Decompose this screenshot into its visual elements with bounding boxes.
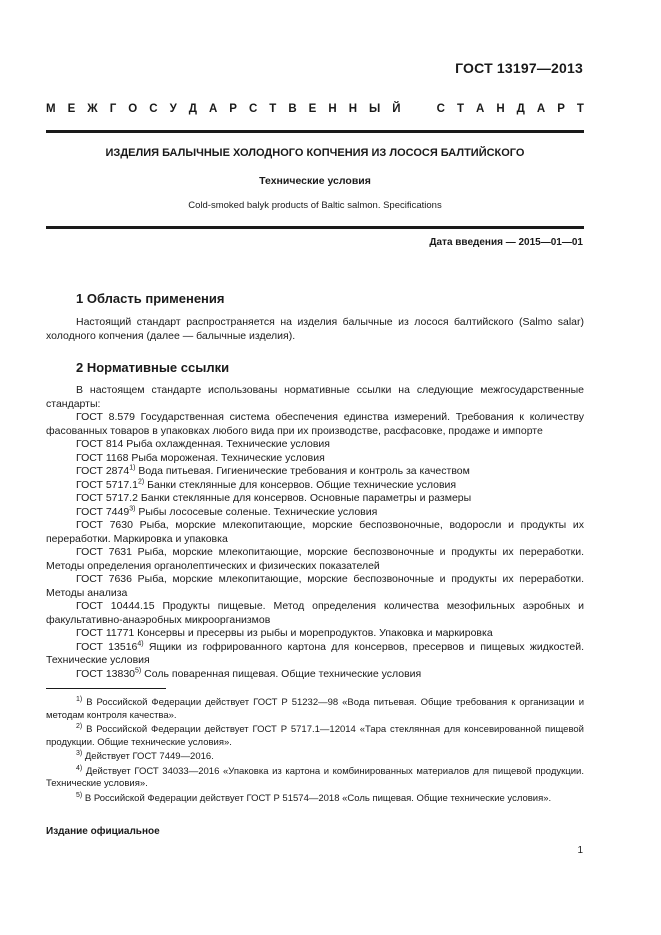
banner-letter: Ы (369, 103, 381, 115)
reference-code: ГОСТ 10444.15 (76, 600, 155, 612)
introduction-date: Дата введения — 2015—01—01 (429, 237, 583, 248)
banner-letter: А (536, 103, 546, 115)
reference-item (46, 479, 584, 493)
document-title: ИЗДЕЛИЯ БАЛЫЧНЫЕ ХОЛОДНОГО КОПЧЕНИЯ ИЗ ЛОСОСЯ БАЛТИЙСКОГО (105, 147, 525, 159)
footnotes (46, 697, 584, 807)
reference-item (46, 668, 584, 682)
reference-item (46, 573, 584, 600)
banner-letter: Е (308, 103, 317, 115)
banner-letter: С (248, 103, 258, 115)
banner-letter: В (288, 103, 297, 115)
banner-letter: Т (576, 103, 584, 115)
reference-title: Ящики из гофрированного картона для консервов, пресервов и пищевых жидкостей. Технические условия (46, 640, 584, 666)
footnote-divider (46, 688, 166, 689)
banner-letter: О (128, 103, 138, 115)
banner-letter: Й (392, 103, 401, 115)
footnote-text: В Российской Федерации действует ГОСТ Р 51574—2018 «Соль пищевая. Общие технические условия». (82, 792, 552, 804)
reference-code: ГОСТ 7449 (76, 505, 130, 518)
reference-code: ГОСТ 5717.2 (76, 492, 138, 504)
banner-letter: Ж (87, 103, 98, 115)
reference-item (46, 627, 584, 641)
reference-item (46, 600, 584, 627)
footnote-item (46, 766, 584, 791)
footnote-item (46, 793, 584, 806)
footnote-mark: 4) (76, 764, 83, 772)
reference-code: ГОСТ 5717.1 (76, 478, 138, 491)
reference-title: Банки стеклянные для консервов. Основные параметры и размеры (137, 492, 472, 504)
interstate-standard-banner (46, 103, 584, 115)
reference-item (46, 465, 584, 479)
banner-letter: Р (229, 103, 237, 115)
banner-letter: С (149, 103, 158, 115)
footnote-mark: 3) (76, 749, 83, 757)
reference-title: Консервы и пресервы из рыбы и морепродуктов. Упаковка и маркировка (134, 627, 493, 639)
reference-item (46, 546, 584, 573)
footnote-text: В Российской Федерации действует ГОСТ Р 5717.1—12014 «Тара стеклянная для консевированной пищевой продукции. Общие технические условия». (46, 724, 584, 748)
reference-code: ГОСТ 1168 (76, 451, 129, 464)
edition-label: Издание официальное (46, 826, 160, 837)
section-2-heading: 2 Нормативные ссылки (76, 360, 230, 375)
section-1-text (46, 316, 584, 343)
footnote-item (46, 724, 584, 749)
banner-letter: Д (188, 103, 197, 115)
banner-letter: М (46, 103, 56, 115)
reference-title: Рыба, морские млекопитающие, морские беспозвоночные, водоросли и продукты их переработки. Маркировка и упаковка (46, 519, 585, 545)
banner-letter: А (475, 103, 485, 115)
banner-letter: Р (557, 103, 565, 115)
document-subtitle: Технические условия (259, 175, 371, 187)
references-intro: В настоящем стандарте использованы нормативные ссылки на следующие межгосударственные стандарты: (46, 384, 584, 410)
banner-letter: С (436, 103, 445, 115)
footnote-text: Действует ГОСТ 34033—2016 «Упаковка из картона и комбинированных материалов для пищевой продукции. Технические условия». (46, 765, 584, 789)
reference-item (46, 492, 584, 506)
reference-title: Государственная система обеспечения единства измерений. Требования к количеству фасованных товаров в упаковках любого вида при их производстве, расфасовке, продаже и импорте (46, 411, 584, 437)
banner-letter: Д (516, 103, 525, 115)
reference-title: Продукты пищевые. Метод определения количества мезофильных аэробных и факультативно-анаэробных микроорганизмов (46, 600, 584, 626)
normative-references (46, 384, 584, 681)
footnote-mark: 2) (76, 722, 83, 730)
reference-title: Соль поваренная пищевая. Общие технические условия (141, 667, 422, 680)
reference-code: ГОСТ 13830 (76, 667, 136, 680)
reference-item (46, 452, 584, 466)
reference-title: Вода питьевая. Гигиенические требования и контроль за качеством (135, 465, 470, 477)
reference-code: ГОСТ 11771 (76, 627, 135, 639)
banner-letter: Е (67, 103, 76, 115)
reference-code: ГОСТ 8.579 (76, 411, 135, 423)
reference-title: Банки стеклянные для консервов. Общие технические условия (144, 478, 457, 491)
reference-title: Рыбы лососевые соленые. Технические условия (135, 505, 378, 518)
banner-letter: Т (456, 103, 464, 115)
reference-code: ГОСТ 13516 (76, 640, 138, 653)
section-1-heading: 1 Область применения (76, 291, 225, 306)
footnote-item (46, 751, 584, 764)
reference-code: ГОСТ 2874 (76, 465, 130, 477)
footnote-marker: 5) (135, 667, 142, 674)
reference-item (46, 519, 584, 546)
reference-item (46, 438, 584, 452)
reference-code: ГОСТ 7636 (76, 573, 132, 585)
footnote-marker: 1) (129, 464, 136, 472)
banner-letter: Н (348, 103, 357, 115)
title-divider (46, 226, 584, 229)
banner-letter: Г (109, 103, 117, 115)
footnote-mark: 5) (76, 791, 83, 799)
reference-item (46, 641, 584, 668)
reference-title: Рыба мороженая. Технические условия (128, 451, 325, 464)
footnote-marker: 3) (129, 505, 136, 512)
banner-letter: А (208, 103, 218, 115)
scope-paragraph: Настоящий стандарт распространяется на изделия балычные из лосося балтийского (Salmo salar) холодного копчения (далее — балычные изделия). (46, 316, 584, 342)
footnote-item (46, 697, 584, 722)
banner-letter: Н (496, 103, 505, 115)
reference-code: ГОСТ 7631 (76, 546, 132, 558)
banner-letter: У (169, 103, 177, 115)
reference-code: ГОСТ 814 (76, 438, 124, 450)
banner-letter: Н (328, 103, 337, 115)
reference-title: Рыба, морские млекопитающие, морские беспозвоночные и продукты их переработки. Методы анализа (46, 573, 584, 599)
reference-code: ГОСТ 7630 (76, 519, 133, 531)
gost-number: ГОСТ 13197—2013 (455, 60, 583, 76)
english-title: Cold-smoked balyk products of Baltic salmon. Specifications (188, 200, 442, 211)
banner-letter: Т (269, 103, 277, 115)
top-divider (46, 130, 584, 133)
footnote-marker: 4) (137, 640, 144, 647)
footnote-text: Действует ГОСТ 7449—2016. (82, 751, 214, 762)
page-number: 1 (577, 845, 583, 856)
footnote-text: В Российской Федерации действует ГОСТ Р 51232—98 «Вода питьевая. Общие требования к организации и методам контроля качества». (46, 697, 584, 721)
footnote-marker: 2) (137, 478, 145, 485)
reference-title: Рыба охлажденная. Технические условия (123, 438, 330, 450)
reference-item (46, 411, 584, 438)
reference-title: Рыба, морские млекопитающие, морские беспозвоночные и продукты их переработки. Методы определения органолептических и физических показателей (46, 546, 584, 572)
reference-item (46, 506, 584, 520)
footnote-mark: 1) (76, 695, 83, 703)
